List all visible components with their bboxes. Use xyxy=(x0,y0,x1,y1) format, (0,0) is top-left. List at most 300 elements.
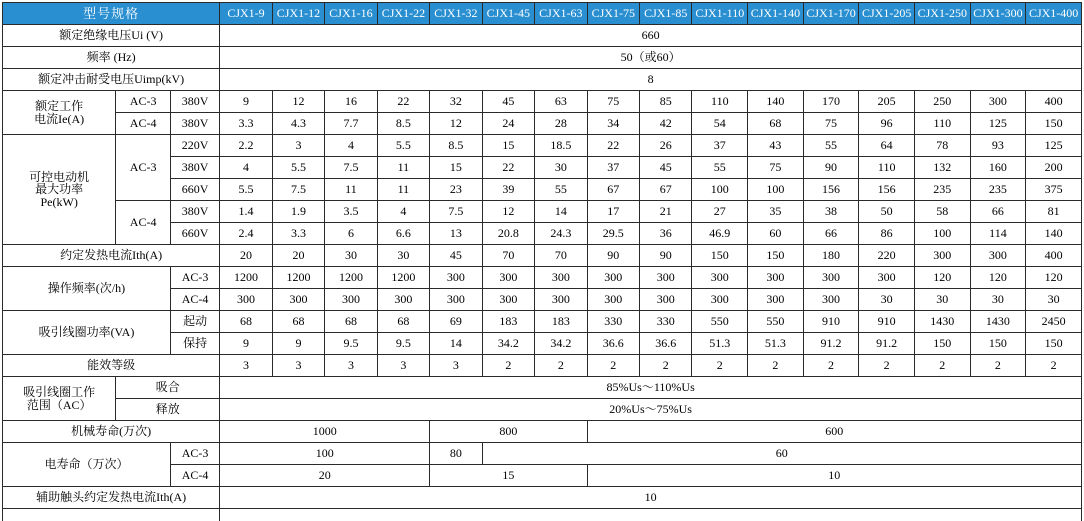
pe-ac4-660-v10: 60 xyxy=(748,223,804,245)
pe-ac3-380-v4: 15 xyxy=(430,157,482,179)
pe-ac4-660-volt: 660V xyxy=(170,223,219,245)
pe-ac3-380-v0: 4 xyxy=(220,157,272,179)
freqop-ac4-v10: 300 xyxy=(748,289,804,311)
freqop-ac3-v6: 300 xyxy=(535,267,587,289)
pe-ac3-660-v3: 11 xyxy=(377,179,429,201)
ie-ac4-type: AC-4 xyxy=(116,113,171,135)
eff-v12: 2 xyxy=(859,355,915,377)
elec-life-ac3-type: AC-3 xyxy=(170,443,219,465)
label-frequency: 频率 (Hz) xyxy=(3,47,220,69)
ie-ac3-v4: 32 xyxy=(430,91,482,113)
eff-v1: 3 xyxy=(272,355,324,377)
row-rated-insulation-voltage xyxy=(3,25,1082,47)
coil-start-v6: 183 xyxy=(535,311,587,333)
header-model-6: CJX1-63 xyxy=(535,3,587,25)
coil-hold-v5: 34.2 xyxy=(482,333,534,355)
pe-ac3-380-v3: 11 xyxy=(377,157,429,179)
row-rated-current-ac3 xyxy=(3,91,1082,113)
ith-v13: 300 xyxy=(914,245,970,267)
label-blank xyxy=(3,509,220,521)
freqop-ac4-v13: 30 xyxy=(914,289,970,311)
coil-start-v7: 330 xyxy=(587,311,639,333)
coil-start-type: 起动 xyxy=(170,311,219,333)
freqop-ac4-v8: 300 xyxy=(640,289,692,311)
ith-v11: 180 xyxy=(803,245,859,267)
ie-ac4-v11: 75 xyxy=(803,113,859,135)
ie-ac4-v9: 54 xyxy=(692,113,748,135)
row-frequency xyxy=(3,47,1082,69)
freqop-ac4-v5: 300 xyxy=(482,289,534,311)
elec-life-ac3-g1: 80 xyxy=(430,443,482,465)
pe-ac4-380-v11: 38 xyxy=(803,201,859,223)
header-model-9: CJX1-110 xyxy=(692,3,748,25)
pe-ac3-380-v10: 75 xyxy=(748,157,804,179)
value-frequency: 50（或60） xyxy=(220,47,1082,69)
coil-hold-v4: 14 xyxy=(430,333,482,355)
label-coil-range-line1: 吸引线圈工作 xyxy=(23,384,96,399)
pe-ac4-660-v14: 114 xyxy=(970,223,1026,245)
coil-hold-v0: 9 xyxy=(220,333,272,355)
pe-ac3-380-v13: 132 xyxy=(914,157,970,179)
pe-ac3-220-v12: 64 xyxy=(859,135,915,157)
pe-ac3-220-v15: 125 xyxy=(1026,135,1082,157)
freqop-ac3-v8: 300 xyxy=(640,267,692,289)
specification-table xyxy=(2,2,1082,521)
pe-ac3-220-v1: 3 xyxy=(272,135,324,157)
pe-ac3-660-v2: 11 xyxy=(325,179,377,201)
eff-v11: 2 xyxy=(803,355,859,377)
freqop-ac4-v15: 30 xyxy=(1026,289,1082,311)
pe-ac4-380-v6: 14 xyxy=(535,201,587,223)
row-rated-current-ac4 xyxy=(3,113,1082,135)
freqop-ac3-v10: 300 xyxy=(748,267,804,289)
ie-ac3-v6: 63 xyxy=(535,91,587,113)
label-pe-line3: Pe(kW) xyxy=(40,194,78,209)
pe-ac4-660-v6: 24.3 xyxy=(535,223,587,245)
row-aux-thermal-current xyxy=(3,487,1082,509)
ith-v14: 300 xyxy=(970,245,1026,267)
row-mechanical-life xyxy=(3,421,1082,443)
pe-ac3-220-v13: 78 xyxy=(914,135,970,157)
ie-ac3-v8: 85 xyxy=(640,91,692,113)
ith-v1: 20 xyxy=(272,245,324,267)
ie-ac3-v10: 140 xyxy=(748,91,804,113)
ie-ac4-v12: 96 xyxy=(859,113,915,135)
coil-start-v11: 910 xyxy=(803,311,859,333)
header-model-1: CJX1-12 xyxy=(272,3,324,25)
elec-life-ac4-g0: 20 xyxy=(220,465,430,487)
elec-life-ac4-g1: 15 xyxy=(430,465,587,487)
pe-ac4-660-v15: 140 xyxy=(1026,223,1082,245)
eff-v5: 2 xyxy=(482,355,534,377)
ith-v3: 30 xyxy=(377,245,429,267)
ith-v5: 70 xyxy=(482,245,534,267)
row-coil-power-start xyxy=(3,311,1082,333)
freqop-ac4-v11: 300 xyxy=(803,289,859,311)
freqop-ac3-v14: 120 xyxy=(970,267,1026,289)
eff-v0: 3 xyxy=(220,355,272,377)
coil-start-v8: 330 xyxy=(640,311,692,333)
row-operating-frequency-ac3 xyxy=(3,267,1082,289)
pe-ac3-220-v0: 2.2 xyxy=(220,135,272,157)
coil-start-v15: 2450 xyxy=(1026,311,1082,333)
pe-ac3-660-v1: 7.5 xyxy=(272,179,324,201)
header-model-3: CJX1-22 xyxy=(377,3,429,25)
coil-start-v2: 68 xyxy=(325,311,377,333)
coil-hold-v7: 36.6 xyxy=(587,333,639,355)
header-model-10: CJX1-140 xyxy=(748,3,804,25)
coil-start-v14: 1430 xyxy=(970,311,1026,333)
pe-ac4-660-v4: 13 xyxy=(430,223,482,245)
freqop-ac4-v12: 30 xyxy=(859,289,915,311)
pe-ac4-660-v9: 46.9 xyxy=(692,223,748,245)
label-pe-line1: 可控电动机 xyxy=(29,169,90,184)
value-uimp: 8 xyxy=(220,69,1082,91)
ie-ac4-v4: 12 xyxy=(430,113,482,135)
pe-ac4-type: AC-4 xyxy=(116,201,171,245)
ie-ac3-v2: 16 xyxy=(325,91,377,113)
elec-life-ac3-g0: 100 xyxy=(220,443,430,465)
eff-v7: 2 xyxy=(587,355,639,377)
ie-ac3-v13: 250 xyxy=(914,91,970,113)
coil-start-v12: 910 xyxy=(859,311,915,333)
row-efficiency-grade xyxy=(3,355,1082,377)
pe-ac4-660-v2: 6 xyxy=(325,223,377,245)
header-model-11: CJX1-170 xyxy=(803,3,859,25)
coil-hold-v10: 51.3 xyxy=(748,333,804,355)
eff-v14: 2 xyxy=(970,355,1026,377)
pe-ac4-380-volt: 380V xyxy=(170,201,219,223)
eff-v4: 3 xyxy=(430,355,482,377)
pe-ac3-220-v10: 43 xyxy=(748,135,804,157)
coil-start-v10: 550 xyxy=(748,311,804,333)
ie-ac4-v8: 42 xyxy=(640,113,692,135)
header-model-4: CJX1-32 xyxy=(430,3,482,25)
coil-hold-v1: 9 xyxy=(272,333,324,355)
pe-ac3-220-v14: 93 xyxy=(970,135,1026,157)
ie-ac3-voltage: 380V xyxy=(170,91,219,113)
freqop-ac4-v9: 300 xyxy=(692,289,748,311)
pe-ac3-380-v1: 5.5 xyxy=(272,157,324,179)
ie-ac4-v13: 110 xyxy=(914,113,970,135)
label-operating-frequency: 操作频率(次/h) xyxy=(3,267,171,311)
ie-ac4-v3: 8.5 xyxy=(377,113,429,135)
pe-ac4-660-v7: 29.5 xyxy=(587,223,639,245)
pe-ac4-380-v10: 35 xyxy=(748,201,804,223)
pe-ac4-660-v0: 2.4 xyxy=(220,223,272,245)
pe-ac3-660-v12: 156 xyxy=(859,179,915,201)
pe-ac3-660-v15: 375 xyxy=(1026,179,1082,201)
freqop-ac3-v5: 300 xyxy=(482,267,534,289)
pe-ac3-660-v10: 100 xyxy=(748,179,804,201)
value-aux-ith: 10 xyxy=(220,487,1082,509)
freqop-ac3-v2: 1200 xyxy=(325,267,377,289)
coil-range-pickup-value: 85%Us～110%Us xyxy=(220,377,1082,399)
label-electrical-life: 电寿命（万次） xyxy=(3,443,171,487)
freqop-ac3-v13: 120 xyxy=(914,267,970,289)
row-coil-range-pickup xyxy=(3,377,1082,399)
coil-hold-v11: 91.2 xyxy=(803,333,859,355)
label-max-motor-power xyxy=(3,135,116,245)
pe-ac3-220-v7: 22 xyxy=(587,135,639,157)
header-model-5: CJX1-45 xyxy=(482,3,534,25)
label-aux-ith: 辅助触头约定发热电流Ith(A) xyxy=(3,487,220,509)
label-uimp: 额定冲击耐受电压Uimp(kV) xyxy=(3,69,220,91)
ith-v15: 400 xyxy=(1026,245,1082,267)
label-pe-line2: 最大功率 xyxy=(35,182,84,197)
ie-ac4-v7: 34 xyxy=(587,113,639,135)
eff-v9: 2 xyxy=(692,355,748,377)
pe-ac4-660-v5: 20.8 xyxy=(482,223,534,245)
pe-ac3-660-v7: 67 xyxy=(587,179,639,201)
freqop-ac4-v3: 300 xyxy=(377,289,429,311)
eff-v10: 2 xyxy=(748,355,804,377)
label-coil-range-line2: 范围（AC） xyxy=(26,397,92,412)
ie-ac4-v6: 28 xyxy=(535,113,587,135)
label-rated-current-line2: 电流Ie(A) xyxy=(34,111,85,126)
ie-ac4-v5: 24 xyxy=(482,113,534,135)
pe-ac3-660-v9: 100 xyxy=(692,179,748,201)
ie-ac3-v1: 12 xyxy=(272,91,324,113)
ie-ac3-v11: 170 xyxy=(803,91,859,113)
pe-ac3-660-v6: 55 xyxy=(535,179,587,201)
label-mechanical-life: 机械寿命(万次) xyxy=(3,421,220,443)
freqop-ac3-v11: 300 xyxy=(803,267,859,289)
elec-life-ac4-type: AC-4 xyxy=(170,465,219,487)
pe-ac4-380-v1: 1.9 xyxy=(272,201,324,223)
ie-ac3-v7: 75 xyxy=(587,91,639,113)
pe-ac3-380-v8: 45 xyxy=(640,157,692,179)
pe-ac3-660-v14: 235 xyxy=(970,179,1026,201)
coil-start-v3: 68 xyxy=(377,311,429,333)
ith-v2: 30 xyxy=(325,245,377,267)
ie-ac3-v5: 45 xyxy=(482,91,534,113)
pe-ac3-380-v2: 7.5 xyxy=(325,157,377,179)
pe-ac4-660-v1: 3.3 xyxy=(272,223,324,245)
coil-hold-v6: 34.2 xyxy=(535,333,587,355)
ith-v12: 220 xyxy=(859,245,915,267)
freqop-ac4-v1: 300 xyxy=(272,289,324,311)
header-model-0: CJX1-9 xyxy=(220,3,272,25)
coil-range-release-type: 释放 xyxy=(116,399,220,421)
ie-ac4-v14: 125 xyxy=(970,113,1026,135)
freqop-ac4-v2: 300 xyxy=(325,289,377,311)
ith-v7: 90 xyxy=(587,245,639,267)
pe-ac4-380-v8: 21 xyxy=(640,201,692,223)
eff-v3: 3 xyxy=(377,355,429,377)
eff-v6: 2 xyxy=(535,355,587,377)
ith-v0: 20 xyxy=(220,245,272,267)
pe-ac3-380-v11: 90 xyxy=(803,157,859,179)
header-model-2: CJX1-16 xyxy=(325,3,377,25)
coil-start-v13: 1430 xyxy=(914,311,970,333)
elec-life-ac4-g2: 10 xyxy=(587,465,1081,487)
pe-ac4-660-v11: 66 xyxy=(803,223,859,245)
pe-ac4-380-v9: 27 xyxy=(692,201,748,223)
pe-ac3-380-v7: 37 xyxy=(587,157,639,179)
pe-ac4-380-v7: 17 xyxy=(587,201,639,223)
pe-ac3-380-v15: 200 xyxy=(1026,157,1082,179)
pe-ac3-660-v11: 156 xyxy=(803,179,859,201)
header-model-7: CJX1-75 xyxy=(587,3,639,25)
freqop-ac3-v7: 300 xyxy=(587,267,639,289)
pe-ac3-660-v4: 23 xyxy=(430,179,482,201)
pe-ac3-220-v3: 5.5 xyxy=(377,135,429,157)
freqop-ac4-v4: 300 xyxy=(430,289,482,311)
row-coil-range-release xyxy=(3,399,1082,421)
label-rated-current-line1: 额定工作 xyxy=(35,98,84,113)
row-thermal-current xyxy=(3,245,1082,267)
ie-ac3-v15: 400 xyxy=(1026,91,1082,113)
ie-ac4-v10: 68 xyxy=(748,113,804,135)
coil-range-pickup-type: 吸合 xyxy=(116,377,220,399)
label-coil-power: 吸引线圈功率(VA) xyxy=(3,311,171,355)
ie-ac3-v0: 9 xyxy=(220,91,272,113)
pe-ac3-380-v5: 22 xyxy=(482,157,534,179)
row-impulse-voltage xyxy=(3,69,1082,91)
coil-hold-v2: 9.5 xyxy=(325,333,377,355)
coil-hold-type: 保持 xyxy=(170,333,219,355)
label-efficiency: 能效等级 xyxy=(3,355,220,377)
pe-ac3-380-v6: 30 xyxy=(535,157,587,179)
pe-ac3-660-v13: 235 xyxy=(914,179,970,201)
pe-ac4-380-v13: 58 xyxy=(914,201,970,223)
label-ith: 约定发热电流Ith(A) xyxy=(3,245,220,267)
coil-start-v1: 68 xyxy=(272,311,324,333)
label-rated-current xyxy=(3,91,116,135)
pe-ac3-type: AC-3 xyxy=(116,135,171,201)
pe-ac3-220-v8: 26 xyxy=(640,135,692,157)
header-model-14: CJX1-300 xyxy=(970,3,1026,25)
ie-ac3-v9: 110 xyxy=(692,91,748,113)
ie-ac3-v14: 300 xyxy=(970,91,1026,113)
label-coil-range xyxy=(3,377,116,421)
row-pe-ac3-220 xyxy=(3,135,1082,157)
pe-ac4-660-v3: 6.6 xyxy=(377,223,429,245)
freqop-ac4-type: AC-4 xyxy=(170,289,219,311)
pe-ac3-220-v6: 18.5 xyxy=(535,135,587,157)
row-blank xyxy=(3,509,1082,521)
ie-ac3-v3: 22 xyxy=(377,91,429,113)
pe-ac3-660-v8: 67 xyxy=(640,179,692,201)
eff-v8: 2 xyxy=(640,355,692,377)
pe-ac3-660-v5: 39 xyxy=(482,179,534,201)
ie-ac4-v0: 3.3 xyxy=(220,113,272,135)
ie-ac4-v2: 7.7 xyxy=(325,113,377,135)
pe-ac3-220-v11: 55 xyxy=(803,135,859,157)
coil-start-v0: 68 xyxy=(220,311,272,333)
pe-ac4-380-v2: 3.5 xyxy=(325,201,377,223)
ie-ac4-v1: 4.3 xyxy=(272,113,324,135)
ie-ac3-v12: 205 xyxy=(859,91,915,113)
pe-ac3-220-v9: 37 xyxy=(692,135,748,157)
freqop-ac3-v12: 300 xyxy=(859,267,915,289)
freqop-ac4-v0: 300 xyxy=(220,289,272,311)
pe-ac3-220-v4: 8.5 xyxy=(430,135,482,157)
value-blank xyxy=(220,509,1082,521)
mech-life-g1: 800 xyxy=(430,421,587,443)
freqop-ac3-v3: 1200 xyxy=(377,267,429,289)
pe-ac3-220-v5: 15 xyxy=(482,135,534,157)
label-ui: 额定绝缘电压Ui (V) xyxy=(3,25,220,47)
coil-hold-v15: 150 xyxy=(1026,333,1082,355)
pe-ac3-220-volt: 220V xyxy=(170,135,219,157)
ie-ac3-type: AC-3 xyxy=(116,91,171,113)
eff-v13: 2 xyxy=(914,355,970,377)
coil-start-v9: 550 xyxy=(692,311,748,333)
pe-ac4-380-v12: 50 xyxy=(859,201,915,223)
freqop-ac3-v1: 1200 xyxy=(272,267,324,289)
mech-life-g2: 600 xyxy=(587,421,1081,443)
header-model-12: CJX1-205 xyxy=(859,3,915,25)
freqop-ac4-v14: 30 xyxy=(970,289,1026,311)
coil-hold-v12: 91.2 xyxy=(859,333,915,355)
coil-hold-v9: 51.3 xyxy=(692,333,748,355)
coil-hold-v3: 9.5 xyxy=(377,333,429,355)
pe-ac3-660-v0: 5.5 xyxy=(220,179,272,201)
eff-v15: 2 xyxy=(1026,355,1082,377)
elec-life-ac3-g2: 60 xyxy=(482,443,1081,465)
freqop-ac3-type: AC-3 xyxy=(170,267,219,289)
table-header-row xyxy=(3,3,1082,25)
pe-ac4-660-v12: 86 xyxy=(859,223,915,245)
pe-ac4-660-v8: 36 xyxy=(640,223,692,245)
freqop-ac4-v6: 300 xyxy=(535,289,587,311)
ith-v6: 70 xyxy=(535,245,587,267)
ith-v4: 45 xyxy=(430,245,482,267)
row-electrical-life-ac3 xyxy=(3,443,1082,465)
header-model-13: CJX1-250 xyxy=(914,3,970,25)
ith-v10: 150 xyxy=(748,245,804,267)
row-pe-ac4-380 xyxy=(3,201,1082,223)
pe-ac4-380-v5: 12 xyxy=(482,201,534,223)
ie-ac4-voltage: 380V xyxy=(170,113,219,135)
coil-start-v4: 69 xyxy=(430,311,482,333)
coil-hold-v8: 36.6 xyxy=(640,333,692,355)
coil-hold-v13: 150 xyxy=(914,333,970,355)
coil-range-release-value: 20%Us～75%Us xyxy=(220,399,1082,421)
coil-hold-v14: 150 xyxy=(970,333,1026,355)
header-model-8: CJX1-85 xyxy=(640,3,692,25)
pe-ac3-380-volt: 380V xyxy=(170,157,219,179)
freqop-ac4-v7: 300 xyxy=(587,289,639,311)
ith-v9: 150 xyxy=(692,245,748,267)
pe-ac3-380-v14: 160 xyxy=(970,157,1026,179)
header-model-15: CJX1-400 xyxy=(1026,3,1082,25)
pe-ac4-660-v13: 100 xyxy=(914,223,970,245)
value-ui: 660 xyxy=(220,25,1082,47)
pe-ac4-380-v15: 81 xyxy=(1026,201,1082,223)
eff-v2: 3 xyxy=(325,355,377,377)
pe-ac4-380-v14: 66 xyxy=(970,201,1026,223)
pe-ac4-380-v4: 7.5 xyxy=(430,201,482,223)
freqop-ac3-v0: 1200 xyxy=(220,267,272,289)
coil-start-v5: 183 xyxy=(482,311,534,333)
freqop-ac3-v4: 300 xyxy=(430,267,482,289)
mech-life-g0: 1000 xyxy=(220,421,430,443)
pe-ac3-380-v9: 55 xyxy=(692,157,748,179)
freqop-ac3-v15: 120 xyxy=(1026,267,1082,289)
pe-ac4-380-v0: 1.4 xyxy=(220,201,272,223)
pe-ac4-380-v3: 4 xyxy=(377,201,429,223)
ie-ac4-v15: 150 xyxy=(1026,113,1082,135)
pe-ac3-380-v12: 110 xyxy=(859,157,915,179)
pe-ac3-220-v2: 4 xyxy=(325,135,377,157)
ith-v8: 90 xyxy=(640,245,692,267)
header-model-spec: 型号规格 xyxy=(3,3,220,25)
freqop-ac3-v9: 300 xyxy=(692,267,748,289)
pe-ac3-660-volt: 660V xyxy=(170,179,219,201)
